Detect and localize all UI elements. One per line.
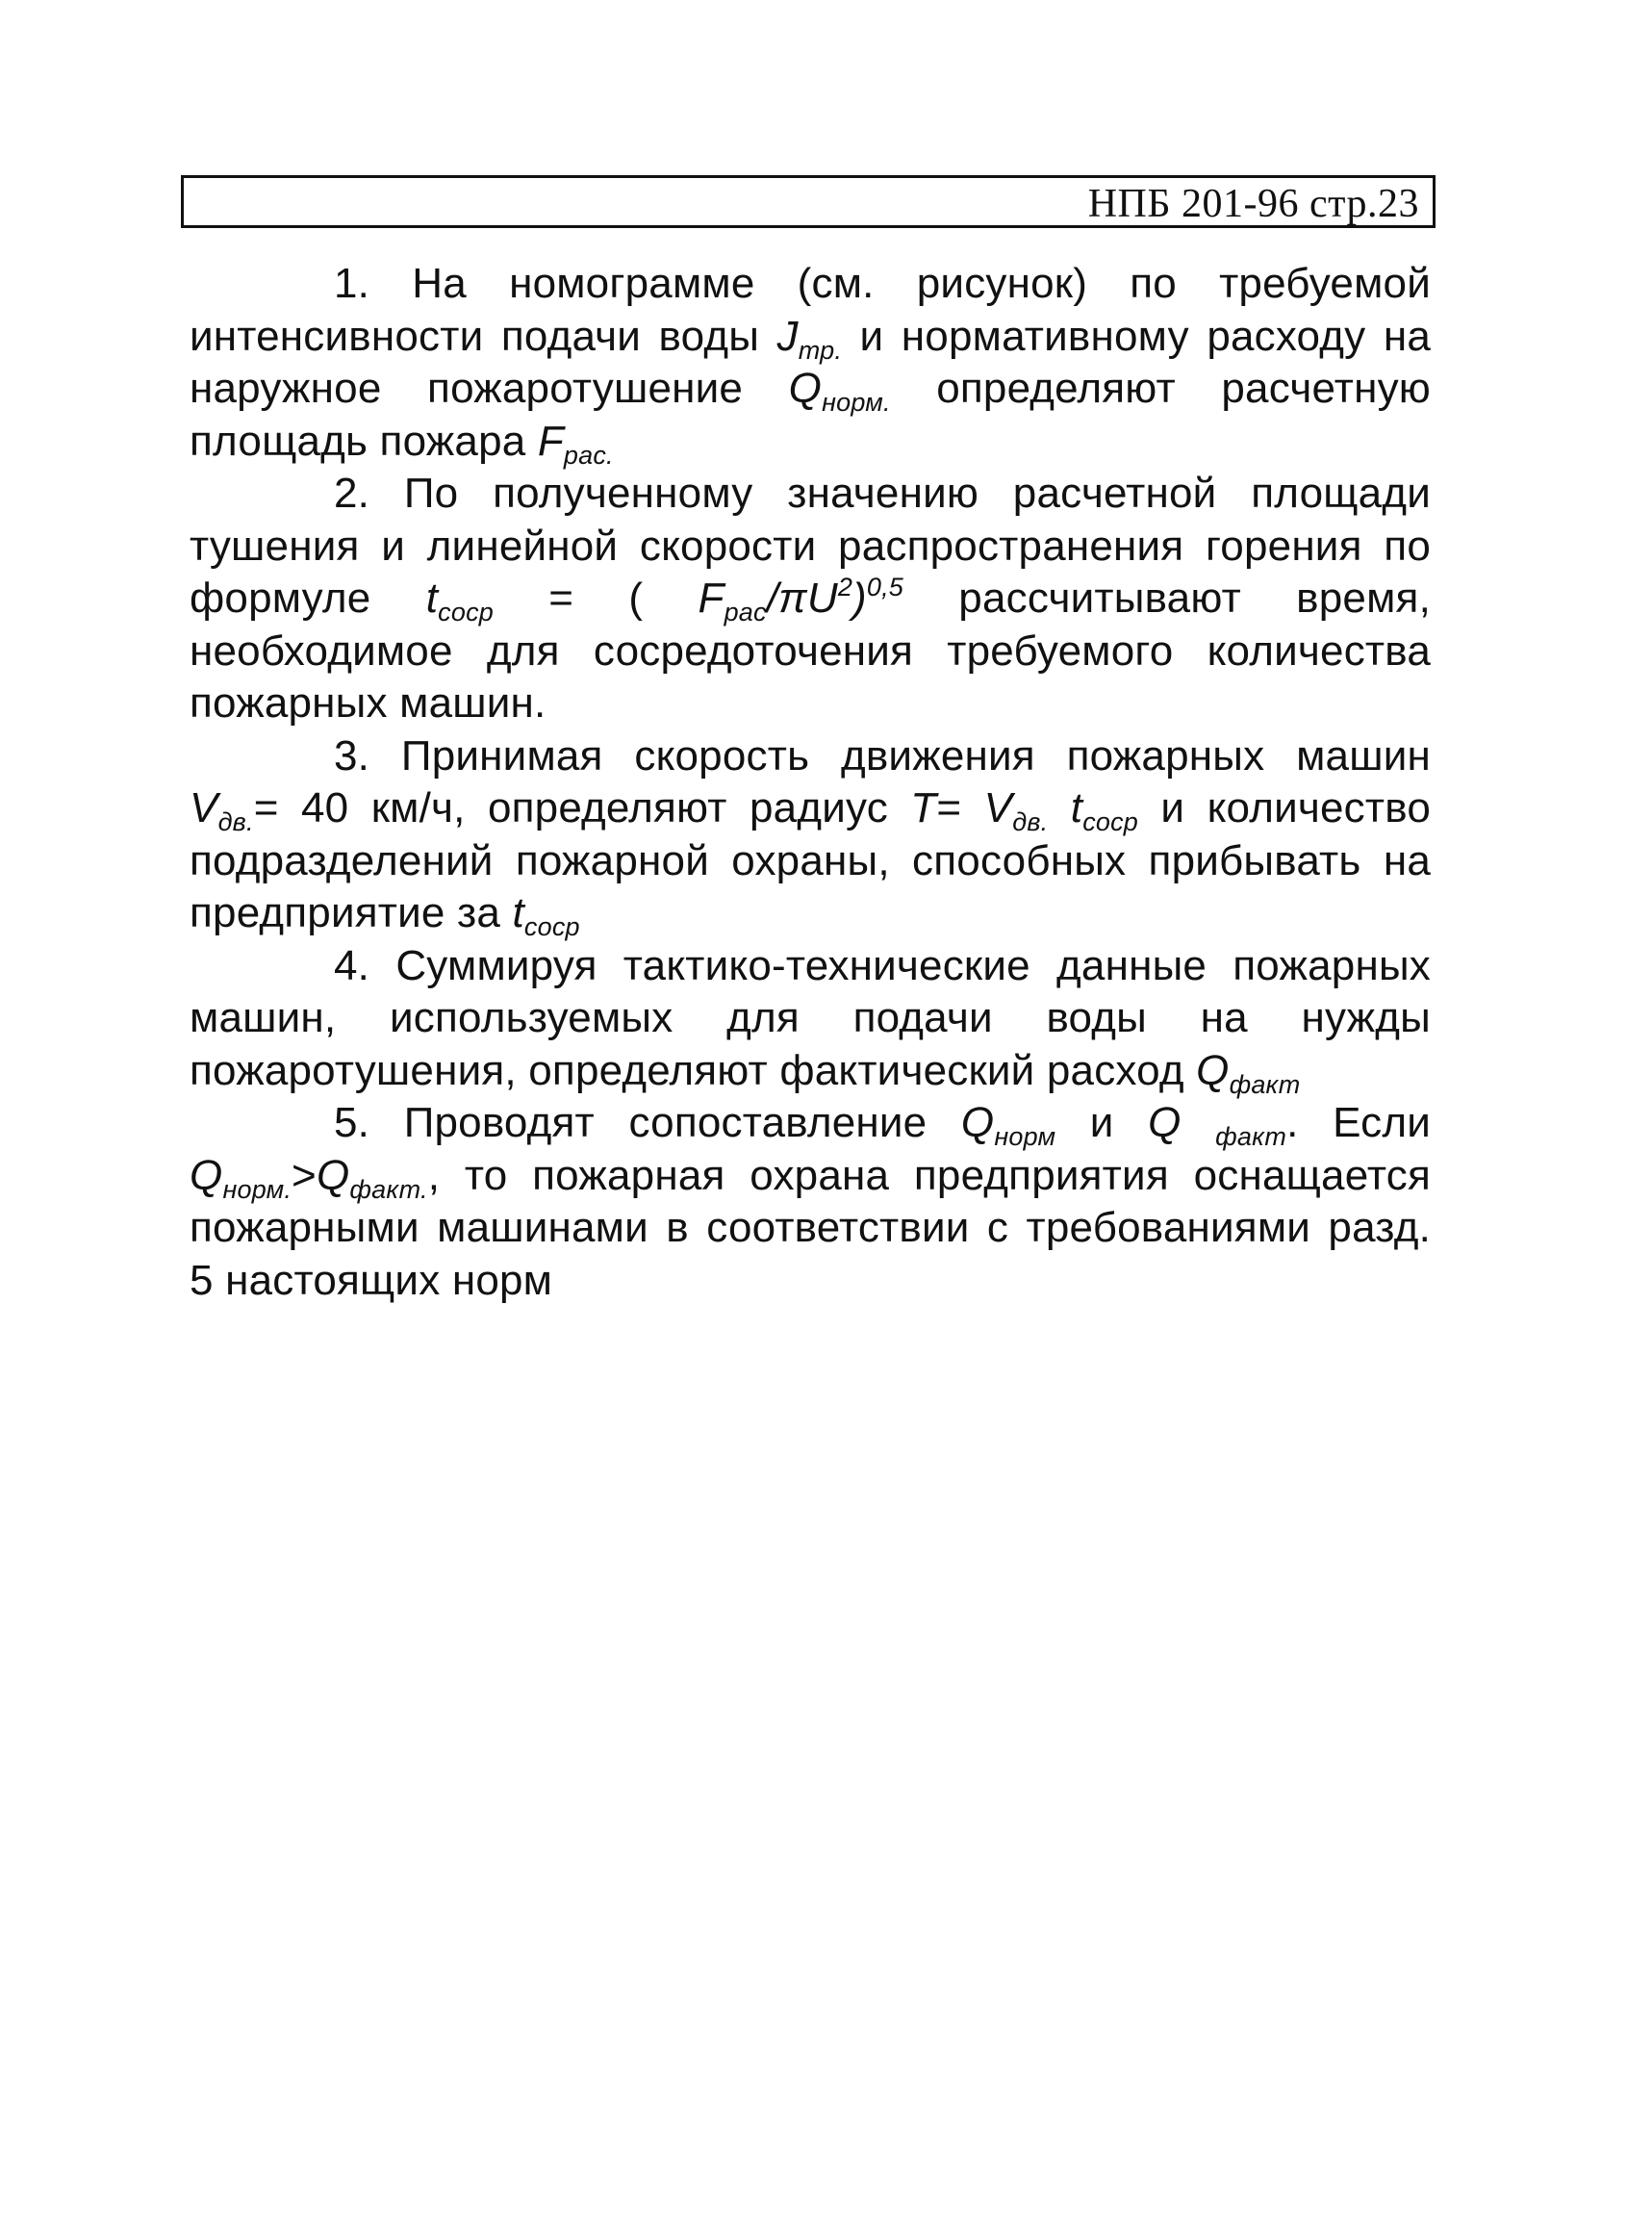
subscript: факт. xyxy=(349,1174,428,1204)
text: ) xyxy=(852,575,867,622)
text: > xyxy=(292,1151,317,1199)
symbol-t: t xyxy=(512,889,524,936)
subscript: норм. xyxy=(222,1174,292,1204)
subscript: норм. xyxy=(822,388,891,417)
text: . Если xyxy=(1286,1099,1431,1146)
symbol-pi: π xyxy=(778,575,807,622)
text: Суммируя тактико-технические данные пожарных машин, используемых для подачи воды на нужды пожаротушения, определяют фактический расход xyxy=(190,941,1431,1094)
step-number: 5. xyxy=(334,1099,370,1146)
symbol-j: J xyxy=(776,312,799,360)
text: рассчитывают время, необходимое для сосредоточения требуемого количества пожарных машин. xyxy=(190,575,1431,727)
text: , то пожарная охрана предприятия оснащается пожарными машинами в соответствии с требованиями разд. 5 настоящих норм xyxy=(190,1151,1431,1304)
subscript: соср xyxy=(438,598,494,627)
step-4-paragraph xyxy=(190,940,1431,1098)
subscript: рас xyxy=(724,598,767,627)
symbol-v: V xyxy=(983,784,1013,831)
symbol-q: Q xyxy=(316,1151,350,1199)
subscript: тр. xyxy=(798,335,843,365)
text: Принимая скорость движения пожарных машин xyxy=(400,731,1431,780)
text: По полученному значению расчетной площади тушения и линейной скорости распространения горения по формуле xyxy=(190,470,1431,622)
text: На номограмме (см. рисунок) по требуемой интенсивности подачи воды xyxy=(190,260,1431,360)
step-number: 2. xyxy=(334,470,370,517)
symbol-q: Q xyxy=(788,365,823,412)
page-reference: НПБ 201-96 стр.23 xyxy=(1087,182,1419,226)
symbol-t: t xyxy=(425,575,439,622)
exponent: 0,5 xyxy=(866,573,904,601)
subscript: дв. xyxy=(1012,807,1049,836)
subscript: факт xyxy=(1229,1069,1301,1099)
text: определяют расчетную площадь пожара xyxy=(190,365,1431,465)
symbol-f: F xyxy=(698,575,724,622)
step-number: 3. xyxy=(334,731,370,780)
symbol-q: Q xyxy=(1148,1099,1182,1146)
symbol-t: t xyxy=(1070,784,1083,831)
page-header-box xyxy=(181,175,1436,228)
step-2-paragraph xyxy=(190,468,1431,730)
step-1-paragraph xyxy=(190,258,1431,468)
subscript: норм xyxy=(994,1122,1056,1151)
symbol-q: Q xyxy=(1196,1046,1230,1094)
symbol-f: F xyxy=(537,417,564,465)
subscript: соср xyxy=(1082,807,1139,836)
text: / xyxy=(766,575,779,622)
symbol-q: Q xyxy=(960,1099,995,1146)
text: Проводят сопоставление xyxy=(403,1099,961,1146)
step-number: 1. xyxy=(334,260,370,307)
symbol-t-radius: T xyxy=(910,784,937,831)
text: = 40 км/ч, определяют радиус xyxy=(253,784,911,831)
text: = ( xyxy=(494,575,699,622)
text: и xyxy=(1055,1099,1149,1146)
step-number: 4. xyxy=(334,941,370,989)
superscript: 2 xyxy=(837,573,853,601)
symbol-u: U xyxy=(806,575,838,622)
document-body xyxy=(190,258,1431,1307)
symbol-q: Q xyxy=(190,1151,223,1199)
subscript: соср xyxy=(523,912,580,941)
subscript: дв. xyxy=(217,807,254,836)
subscript: рас. xyxy=(563,440,614,470)
text: = xyxy=(936,784,984,831)
symbol-v: V xyxy=(190,784,218,831)
text: и нормативному расходу на наружное пожаротушение xyxy=(190,312,1431,412)
step-5-paragraph xyxy=(190,1097,1431,1307)
step-3-paragraph xyxy=(190,730,1431,940)
subscript: факт xyxy=(1215,1122,1287,1151)
text: и количество подразделений пожарной охраны, способных прибывать на предприятие за xyxy=(190,784,1431,936)
